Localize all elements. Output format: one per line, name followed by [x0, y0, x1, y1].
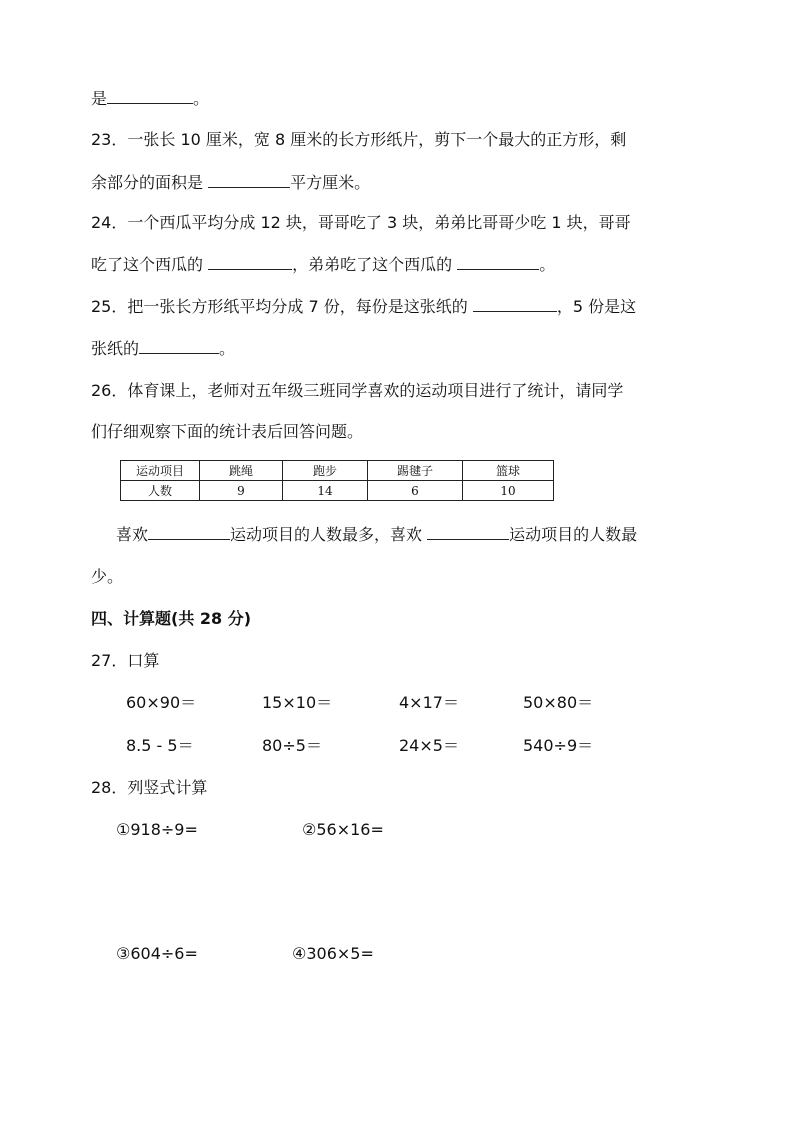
mental-calc-item: 80÷5＝: [262, 736, 322, 755]
question-text: 23．一张长 10 厘米，宽 8 厘米的长方形纸片，剪下一个最大的正方形，剩: [91, 130, 627, 149]
mental-calc-item: 15×10＝: [262, 693, 333, 712]
question-text: 们仔细观察下面的统计表后回答问题。: [91, 422, 364, 441]
vertical-calc-item: ④306×5=: [292, 944, 374, 963]
question-26-line-3: [116, 524, 637, 546]
question-text: 喜欢: [116, 525, 149, 544]
question-text: 26．体育课上，老师对五年级三班同学喜欢的运动项目进行了统计，请同学: [91, 381, 624, 400]
section-title: 四、计算题(共 28 分): [91, 609, 252, 628]
answer-blank[interactable]: [427, 525, 509, 540]
vertical-calc-item: ②56×16=: [302, 820, 384, 839]
mental-calc-item: 60×90＝: [126, 693, 197, 712]
mental-calc-item: 50×80＝: [523, 693, 594, 712]
table-cell: 篮球: [463, 461, 554, 481]
question-28-title: 28．列竖式计算: [91, 778, 208, 797]
mental-calc-item: 24×5＝: [399, 736, 459, 755]
question-text: 张纸的: [91, 339, 140, 358]
table-cell: 运动项目: [121, 461, 200, 481]
table-cell: 跳绳: [200, 461, 283, 481]
question-26-line-4: [91, 566, 123, 588]
question-text: 。: [539, 255, 556, 274]
text: 是: [91, 89, 108, 108]
vertical-calc-item: ①918÷9=: [116, 820, 198, 839]
table-cell: 踢毽子: [368, 461, 463, 481]
mental-calc-item: 8.5 - 5＝: [126, 736, 194, 755]
table-cell: 6: [368, 481, 463, 501]
table-cell: 跑步: [283, 461, 368, 481]
question-text: 运动项目的人数最: [509, 525, 638, 544]
question-text: 24．一个西瓜平均分成 12 块，哥哥吃了 3 块，弟弟比哥哥少吃 1 块，哥哥: [91, 213, 631, 232]
question-text: 余部分的面积是: [91, 173, 209, 192]
table-cell: 9: [200, 481, 283, 501]
question-25-line-1: [91, 296, 636, 318]
question-text: 少。: [91, 567, 124, 586]
sports-stats-table: [120, 460, 554, 501]
text: 。: [193, 89, 210, 108]
question-text: 吃了这个西瓜的: [91, 255, 209, 274]
question-26-line-2: [91, 421, 363, 443]
question-26-line-1: [91, 380, 623, 402]
line-continuation: [91, 88, 209, 110]
question-24-line-2: [91, 254, 555, 276]
answer-blank[interactable]: [473, 297, 557, 312]
answer-blank[interactable]: [457, 255, 539, 270]
question-text: ，5 份是这: [556, 297, 637, 316]
table-cell: 14: [283, 481, 368, 501]
question-text: 。: [219, 339, 236, 358]
answer-blank[interactable]: [208, 255, 292, 270]
vertical-calc-item: ③604÷6=: [116, 944, 198, 963]
question-text: 25．把一张长方形纸平均分成 7 份，每份是这张纸的: [91, 297, 473, 316]
table-header-row: [121, 461, 554, 481]
question-text: ，弟弟吃了这个西瓜的: [292, 255, 458, 274]
question-23-line-2: [91, 172, 370, 194]
mental-calc-item: 540÷9＝: [523, 736, 594, 755]
question-24-line-1: [91, 212, 631, 234]
answer-blank[interactable]: [208, 173, 290, 188]
table-row: [121, 481, 554, 501]
answer-blank[interactable]: [139, 339, 219, 354]
question-text: 运动项目的人数最多，喜欢: [230, 525, 428, 544]
answer-blank[interactable]: [107, 89, 193, 104]
question-text: 平方厘米。: [290, 173, 371, 192]
question-23-line-1: [91, 129, 626, 151]
question-27-title: 27．口算: [91, 651, 160, 670]
table-cell: 人数: [121, 481, 200, 501]
answer-blank[interactable]: [148, 525, 230, 540]
mental-calc-item: 4×17＝: [399, 693, 459, 712]
table-cell: 10: [463, 481, 554, 501]
question-25-line-2: [91, 338, 235, 360]
